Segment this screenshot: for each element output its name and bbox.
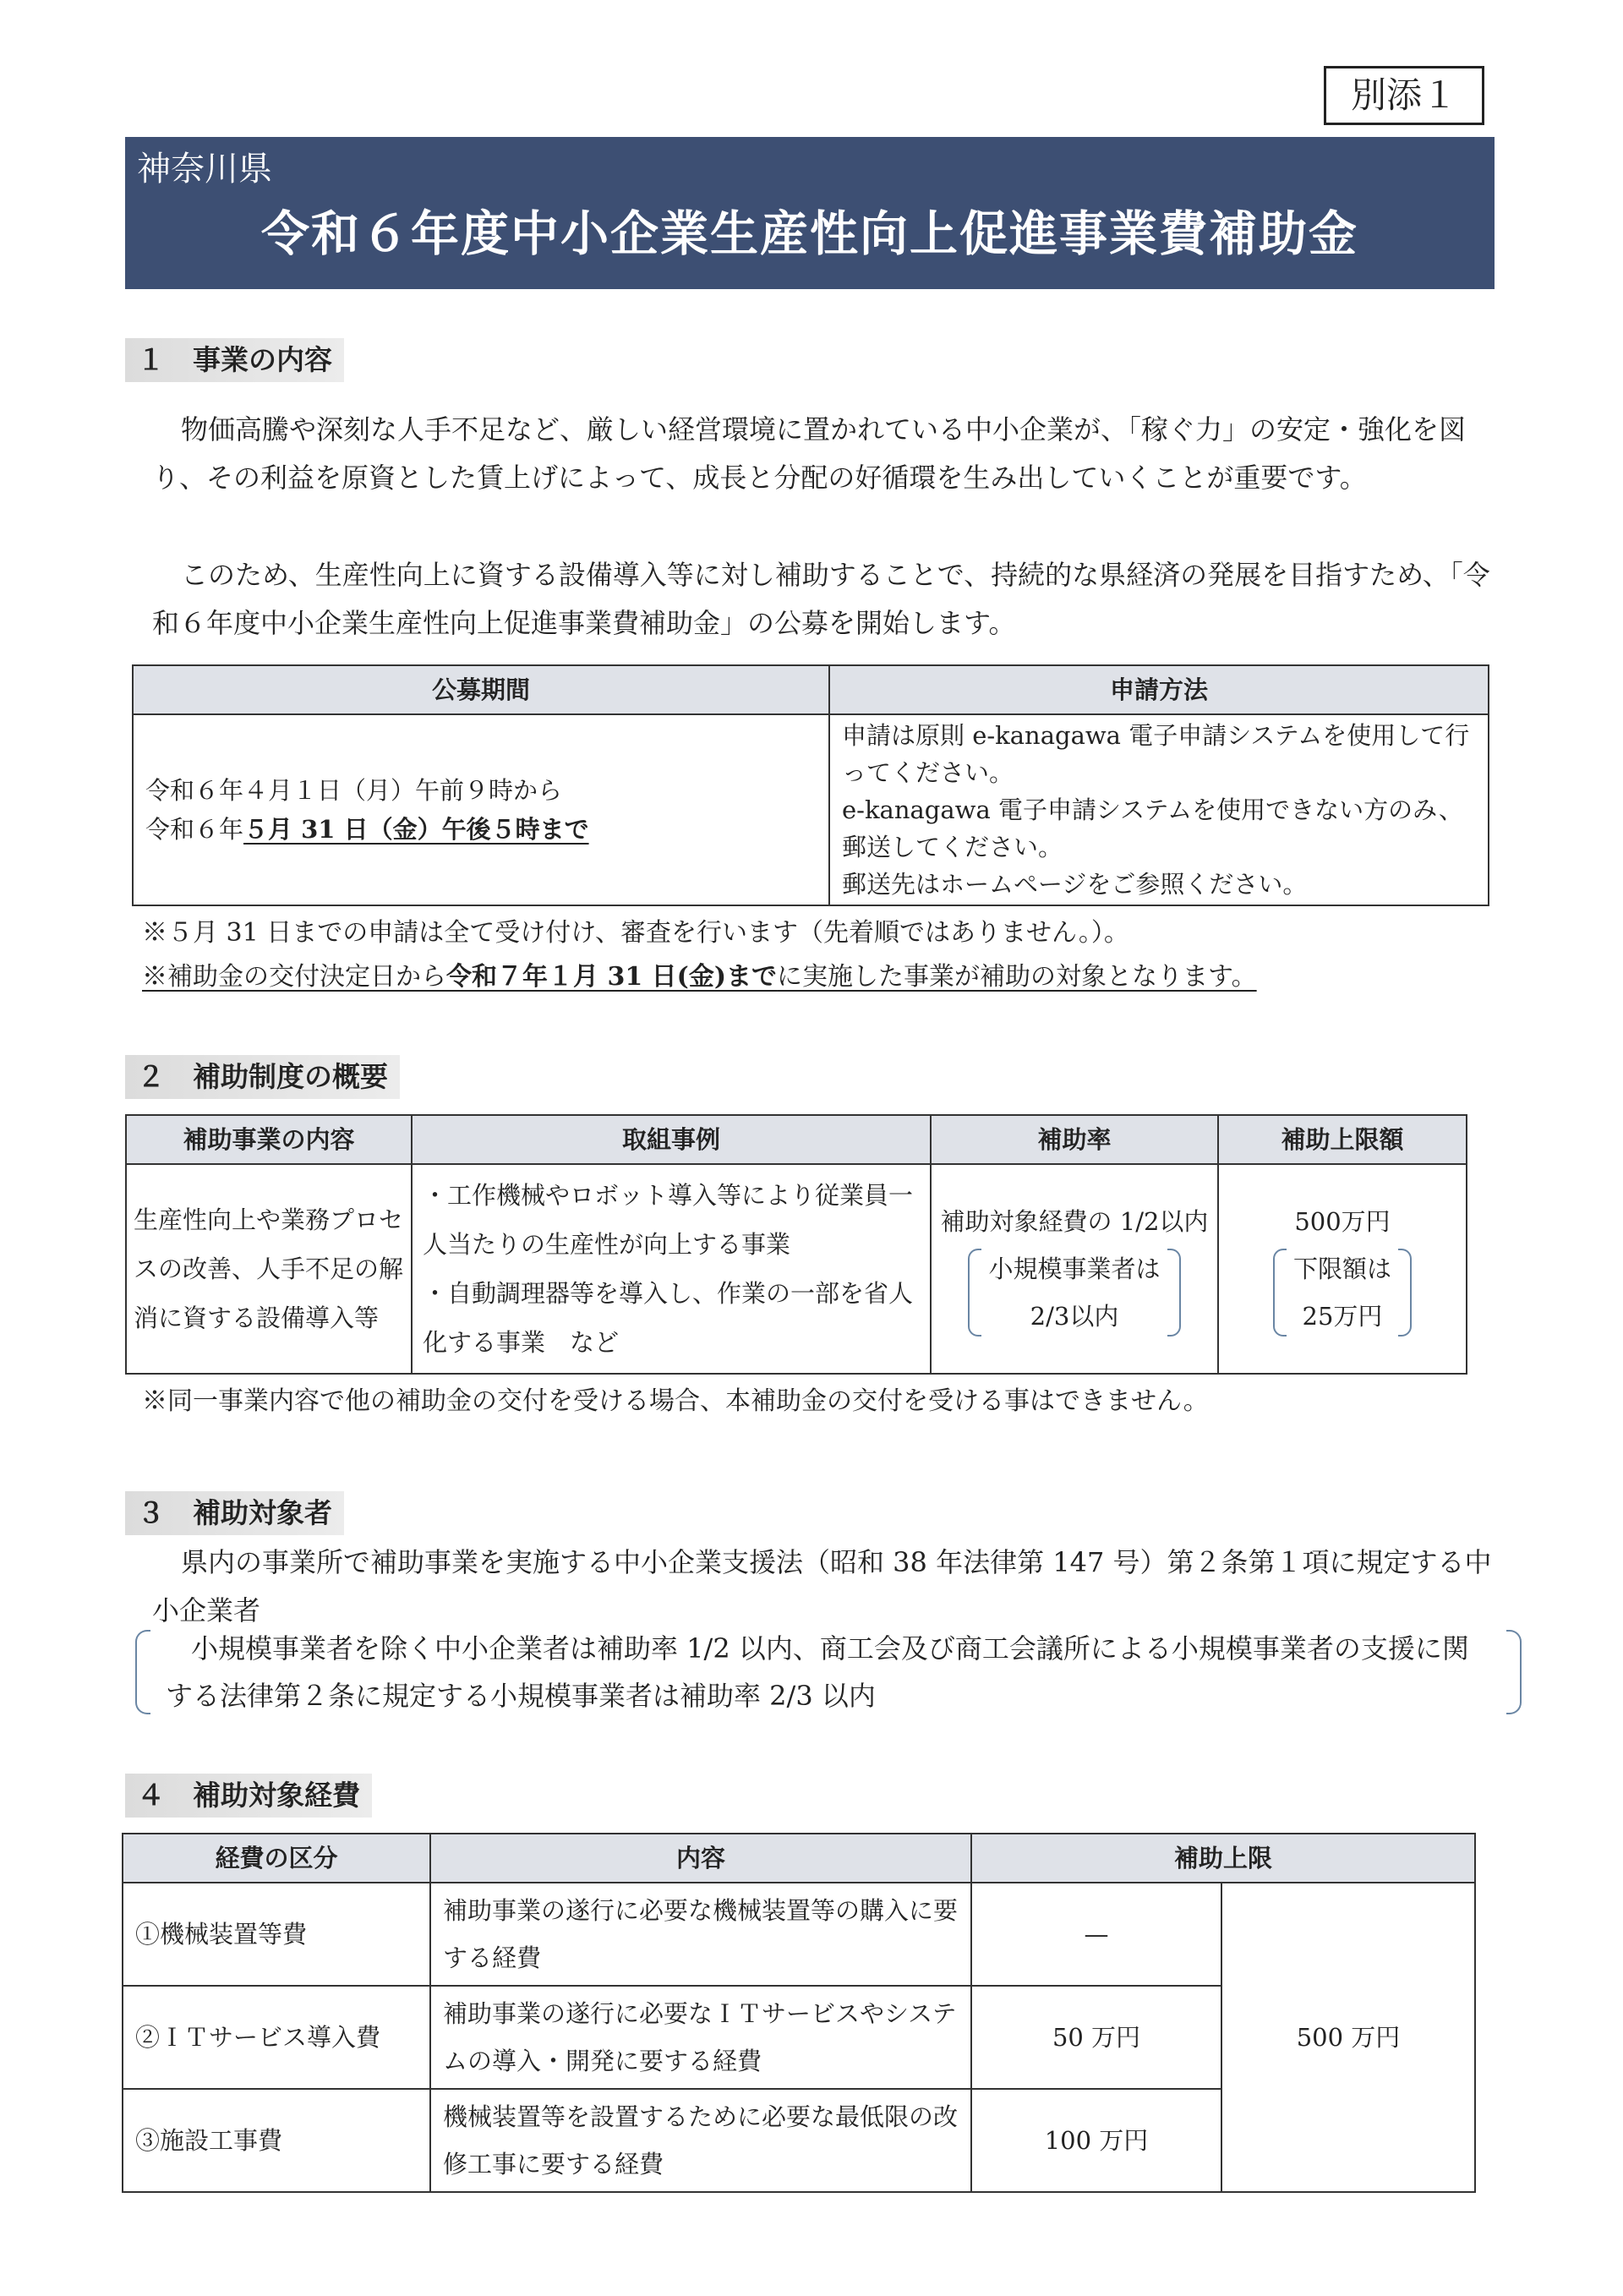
- page-title: 令和６年度中小企業生産性向上促進事業費補助金: [261, 206, 1358, 262]
- attachment-label: 別添１: [1324, 66, 1484, 125]
- row3-category: ③施設工事費: [123, 2089, 430, 2192]
- section1-paragraph2: このため、生産性向上に資する設備導入等に対し補助することで、持続的な県経済の発展を目指すため、「令和６年度中小企業生産性向上促進事業費補助金」の公募を開始します。: [152, 559, 1490, 639]
- minimum-amount: [1273, 1245, 1412, 1340]
- example-1: ・工作機械やロボット導入等により従業員一人当たりの生産性が向上する事業: [423, 1181, 914, 1259]
- section4-heading: ４ 補助対象経費: [125, 1774, 372, 1818]
- prefecture-name: 神奈川県: [137, 150, 272, 189]
- method-line-2: e-kanagawa 電子申請システムを使用できない方のみ、郵送してください。: [842, 795, 1463, 861]
- header-expense-content: 内容: [430, 1834, 971, 1883]
- example-2: ・自動調理器等を導入し、作業の一部を省人化する事業 など: [423, 1279, 914, 1357]
- deadline-emphasis: 令和７年１月 31 日(金)まで: [446, 962, 778, 992]
- period-start: 令和６年４月１日（月）午前９時から: [145, 776, 563, 805]
- examples-cell: [412, 1164, 931, 1374]
- application-method-cell: [829, 714, 1489, 905]
- rate-cell: [931, 1164, 1218, 1374]
- header-period: 公募期間: [133, 665, 829, 714]
- period-end-emphasis: ５月 31 日（金）午後５時まで: [243, 815, 589, 844]
- application-period-cell: [133, 714, 829, 905]
- header-content: 補助事業の内容: [126, 1115, 412, 1164]
- section1-note2: ※補助金の交付決定日から令和７年１月 31 日(金)までに実施した事業が補助の対象となります。: [142, 962, 1257, 992]
- row1-content: 補助事業の遂行に必要な機械装置等の購入に要する経費: [430, 1883, 971, 1986]
- row2-limit: 50 万円: [971, 1986, 1221, 2089]
- header-examples: 取組事例: [412, 1115, 931, 1164]
- row3-content: 機械装置等を設置するために必要な最低限の改修工事に要する経費: [430, 2089, 971, 2192]
- application-table: [132, 664, 1489, 906]
- limit-cell: [1218, 1164, 1467, 1374]
- header-limit: 補助上限額: [1218, 1115, 1467, 1164]
- row2-content: 補助事業の遂行に必要なＩＴサービスやシステムの導入・開発に要する経費: [430, 1986, 971, 2089]
- section1-note1: ※５月 31 日までの申請は全て受け付け、審査を行います（先着順ではありません。）。: [142, 918, 1129, 948]
- header-rate: 補助率: [931, 1115, 1218, 1164]
- header-method: 申請方法: [829, 665, 1489, 714]
- section1-paragraph1: 物価高騰や深刻な人手不足など、厳しい経営環境に置かれている中小企業が、「稼ぐ力」の安定・強化を図り、その利益を原資とした賃上げによって、成長と分配の好循環を生み出していくことが重要です。: [152, 413, 1467, 494]
- limit-min-label: 下限額は: [1292, 1255, 1391, 1283]
- section2-note: ※同一事業内容で他の補助金の交付を受ける場合、本補助金の交付を受ける事はできません。: [142, 1386, 1209, 1416]
- subsidy-overview-table: [125, 1114, 1467, 1375]
- rate-small-label: 小規模事業者は: [988, 1255, 1161, 1283]
- header-upper-limit: 補助上限: [971, 1834, 1475, 1883]
- eligible-expenses-table: [122, 1833, 1476, 2193]
- row2-category: ②ＩＴサービス導入費: [123, 1986, 430, 2089]
- limit-main: 500万円: [1294, 1207, 1391, 1236]
- limit-min-value: 25万円: [1302, 1302, 1383, 1331]
- row1-limit: —: [971, 1883, 1221, 1986]
- method-line-1: 申請は原則 e-kanagawa 電子申請システムを使用して行ってください。: [842, 721, 1470, 787]
- rate-main: 補助対象経費の 1/2以内: [940, 1207, 1209, 1236]
- method-line-3: 郵送先はホームページをご参照ください。: [842, 870, 1308, 899]
- total-limit-cell: 500 万円: [1221, 1883, 1475, 2192]
- period-end: 令和６年５月 31 日（金）午後５時まで: [145, 815, 589, 844]
- subsidy-content-cell: 生産性向上や業務プロセスの改善、人手不足の解消に資する設備導入等: [126, 1164, 412, 1374]
- section3-paragraph: 県内の事業所で補助事業を実施する中小企業支援法（昭和 38 年法律第 147 号）第２条第１項に規定する中小企業者: [152, 1546, 1492, 1626]
- row1-category: ①機械装置等費: [123, 1883, 430, 1986]
- section2-heading: ２ 補助制度の概要: [125, 1055, 400, 1099]
- section3-bracketed-note: 小規模事業者を除く中小企業者は補助率 1/2 以内、商工会及び商工会議所による小規模事業者の支援に関する法律第２条に規定する小規模事業者は補助率 2/3 以内: [135, 1625, 1522, 1719]
- row3-limit: 100 万円: [971, 2089, 1221, 2192]
- small-business-rate: [968, 1245, 1180, 1340]
- rate-small-value: 2/3以内: [1030, 1302, 1119, 1331]
- section3-heading: ３ 補助対象者: [125, 1491, 344, 1535]
- header-category: 経費の区分: [123, 1834, 430, 1883]
- section1-heading: １ 事業の内容: [125, 338, 344, 382]
